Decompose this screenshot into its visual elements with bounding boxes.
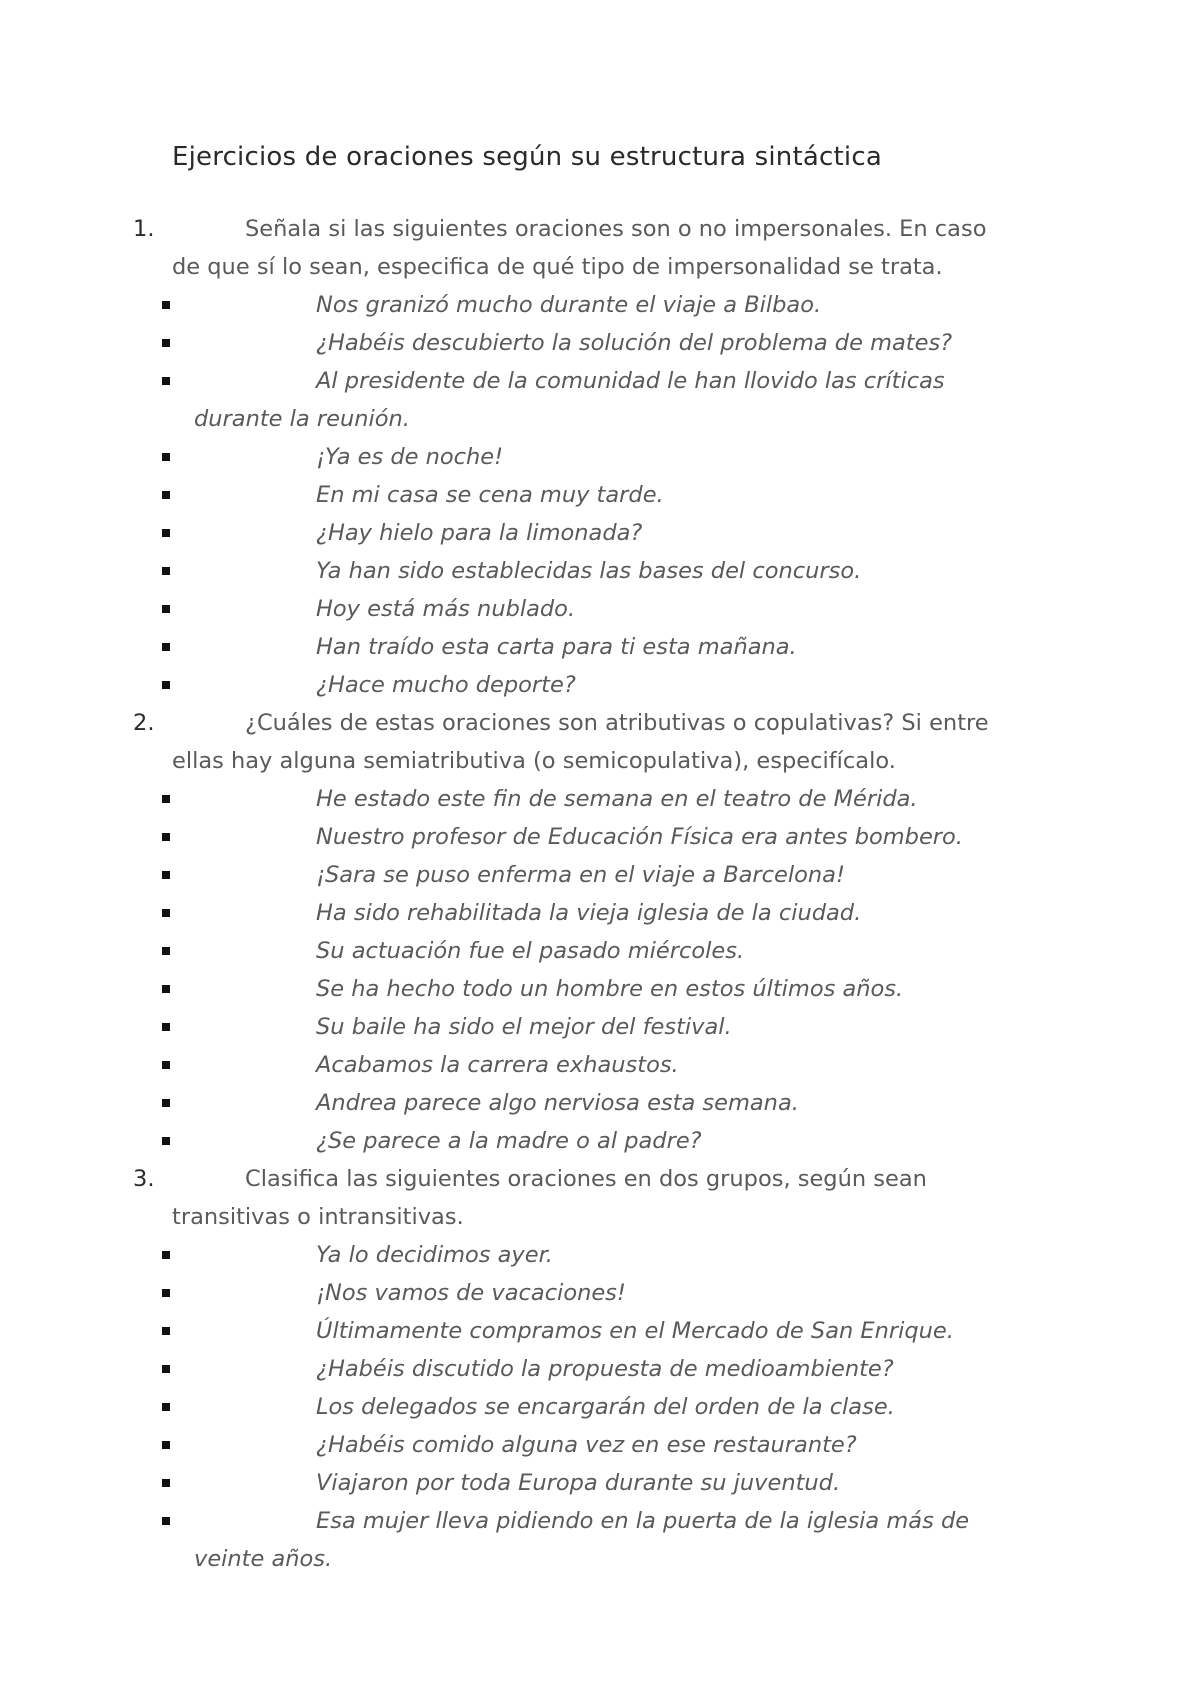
list-item: En mi casa se cena muy tarde. — [316, 482, 664, 508]
bullet-icon — [162, 643, 170, 651]
bullet-icon — [162, 339, 170, 347]
exercise-number: 3. — [133, 1166, 155, 1192]
bullet-icon — [162, 1327, 170, 1335]
bullet-icon — [162, 681, 170, 689]
list-item: Su actuación fue el pasado miércoles. — [316, 938, 745, 964]
list-item: Esa mujer lleva pidiendo en la puerta de la iglesia más de — [316, 1508, 970, 1534]
bullet-icon — [162, 1137, 170, 1145]
list-item: ¿Habéis comido alguna vez en ese restaurante? — [316, 1432, 857, 1458]
bullet-icon — [162, 1251, 170, 1259]
list-item: Han traído esta carta para ti esta mañana. — [316, 634, 797, 660]
list-item: Últimamente compramos en el Mercado de San Enrique. — [316, 1318, 954, 1344]
exercise-number: 1. — [133, 216, 155, 242]
bullet-icon — [162, 301, 170, 309]
bullet-icon — [162, 529, 170, 537]
exercise-instruction-continued: ellas hay alguna semiatributiva (o semicopulativa), especifícalo. — [172, 748, 896, 774]
list-item: Ya lo decidimos ayer. — [316, 1242, 553, 1268]
bullet-icon — [162, 605, 170, 613]
list-item: Hoy está más nublado. — [316, 596, 576, 622]
exercise-number: 2. — [133, 710, 155, 736]
bullet-icon — [162, 1289, 170, 1297]
list-item: Su baile ha sido el mejor del festival. — [316, 1014, 732, 1040]
list-item: He estado este fin de semana en el teatro de Mérida. — [316, 786, 918, 812]
list-item: ¿Habéis descubierto la solución del problema de mates? — [316, 330, 953, 356]
list-item: ¿Habéis discutido la propuesta de medioambiente? — [316, 1356, 894, 1382]
list-item: ¿Hay hielo para la limonada? — [316, 520, 643, 546]
bullet-icon — [162, 1023, 170, 1031]
bullet-icon — [162, 1403, 170, 1411]
exercise-instruction: Señala si las siguientes oraciones son o no impersonales. En caso — [245, 216, 987, 242]
list-item: Nuestro profesor de Educación Física era antes bombero. — [316, 824, 963, 850]
list-item: ¿Hace mucho deporte? — [316, 672, 576, 698]
list-item-continued: veinte años. — [194, 1546, 333, 1572]
list-item: ¡Nos vamos de vacaciones! — [316, 1280, 626, 1306]
list-item: Ya han sido establecidas las bases del concurso. — [316, 558, 862, 584]
bullet-icon — [162, 833, 170, 841]
bullet-icon — [162, 1441, 170, 1449]
exercise-instruction: ¿Cuáles de estas oraciones son atributivas o copulativas? Si entre — [245, 710, 989, 736]
list-item: Nos granizó mucho durante el viaje a Bilbao. — [316, 292, 822, 318]
list-item: Viajaron por toda Europa durante su juventud. — [316, 1470, 841, 1496]
exercise-instruction-continued: transitivas o intransitivas. — [172, 1204, 464, 1230]
bullet-icon — [162, 947, 170, 955]
bullet-icon — [162, 567, 170, 575]
bullet-icon — [162, 795, 170, 803]
list-item: Al presidente de la comunidad le han llovido las críticas — [316, 368, 945, 394]
bullet-icon — [162, 453, 170, 461]
list-item: ¿Se parece a la madre o al padre? — [316, 1128, 702, 1154]
document-title: Ejercicios de oraciones según su estructura sintáctica — [172, 142, 882, 172]
bullet-icon — [162, 377, 170, 385]
bullet-icon — [162, 1099, 170, 1107]
bullet-icon — [162, 1061, 170, 1069]
list-item: ¡Sara se puso enferma en el viaje a Barcelona! — [316, 862, 845, 888]
list-item: Se ha hecho todo un hombre en estos últimos años. — [316, 976, 904, 1002]
list-item: Los delegados se encargarán del orden de la clase. — [316, 1394, 895, 1420]
list-item: Ha sido rehabilitada la vieja iglesia de la ciudad. — [316, 900, 862, 926]
list-item: ¡Ya es de noche! — [316, 444, 504, 470]
exercise-instruction-continued: de que sí lo sean, especifica de qué tipo de impersonalidad se trata. — [172, 254, 943, 280]
exercise-instruction: Clasifica las siguientes oraciones en dos grupos, según sean — [245, 1166, 927, 1192]
bullet-icon — [162, 871, 170, 879]
list-item: Acabamos la carrera exhaustos. — [316, 1052, 679, 1078]
bullet-icon — [162, 1365, 170, 1373]
list-item: Andrea parece algo nerviosa esta semana. — [316, 1090, 799, 1116]
bullet-icon — [162, 909, 170, 917]
bullet-icon — [162, 491, 170, 499]
bullet-icon — [162, 1517, 170, 1525]
list-item-continued: durante la reunión. — [194, 406, 410, 432]
bullet-icon — [162, 985, 170, 993]
bullet-icon — [162, 1479, 170, 1487]
